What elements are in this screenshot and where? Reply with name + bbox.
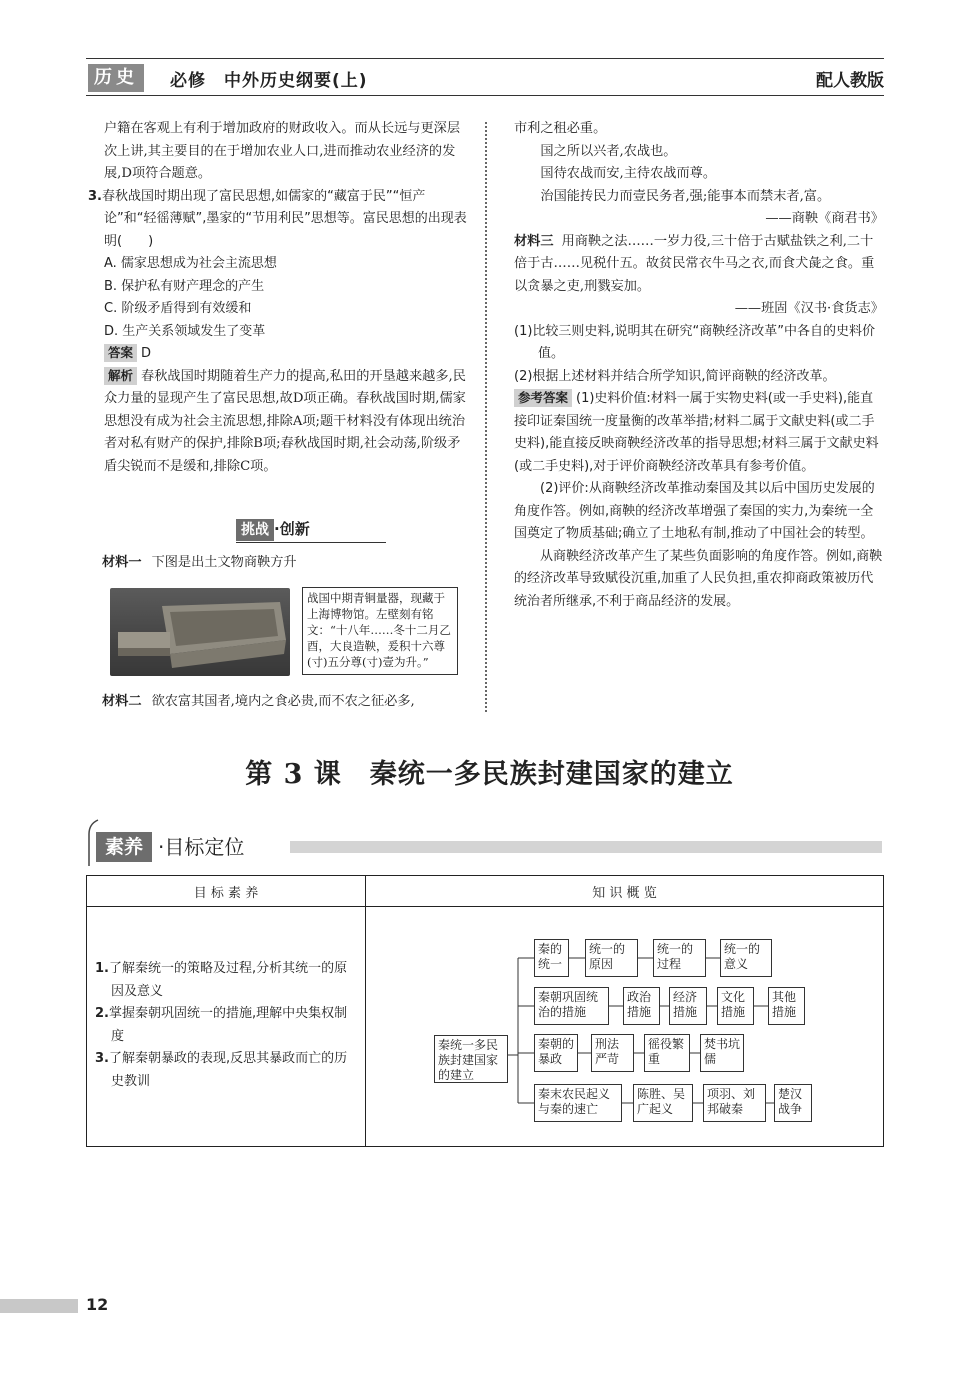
flow-root: 秦统一多民族封建国家的建立 bbox=[434, 1035, 508, 1083]
option-a: A. 儒家思想成为社会主流思想 bbox=[104, 256, 277, 271]
flow-node: 秦末农民起义与秦的速亡 bbox=[534, 1084, 622, 1122]
option-b: B. 保护私有财产理念的产生 bbox=[104, 278, 265, 294]
column-divider bbox=[485, 122, 487, 712]
flow-node: 焚书坑儒 bbox=[700, 1034, 744, 1072]
material-2-label: 材料二 bbox=[102, 694, 142, 709]
reference-answer-3: 从商鞅经济改革产生了某些负面影响的角度作答。例如,商鞅的经济改革导致赋役沉重,加重了人民负担,重农抑商政策被历代统治者所继承,不利于商品经济的发展。 bbox=[514, 548, 883, 609]
option-d: D. 生产关系领域发生了变革 bbox=[104, 323, 266, 339]
flow-node: 统一的过程 bbox=[653, 939, 706, 977]
reference-answer-1 bbox=[514, 388, 884, 478]
sub-question-2: (2)根据上述材料并结合所学知识,简评商鞅的经济改革。 bbox=[514, 368, 836, 384]
knowledge-flowchart bbox=[366, 907, 883, 1146]
material-1 bbox=[102, 552, 472, 575]
right-column bbox=[514, 118, 884, 613]
photo-caption: 战国中期青铜量器，现藏于上海博物馆。左壁刻有铭文：“十八年……冬十二月乙酉，大良造鞅，爰积十六尊(寸)五分尊(寸)壹为升。” bbox=[302, 587, 458, 675]
material-3-text: 用商鞅之法……一岁力役,三十倍于古赋盐铁之利,二十倍于古……见税什五。故贫民常衣牛马之衣,而食犬彘之食。重以贪暴之吏,刑戮妄加。 bbox=[514, 233, 875, 294]
options bbox=[88, 253, 472, 366]
material-3-label: 材料三 bbox=[514, 233, 554, 249]
flow-node: 文化措施 bbox=[717, 987, 754, 1025]
source-attribution: ——班固《汉书·食货志》 bbox=[734, 301, 884, 316]
section-title: ·目标定位 bbox=[158, 835, 245, 859]
table-head-goals: 目 标 素 养 bbox=[193, 886, 259, 901]
goal-text: 掌握秦朝巩固统一的措施,理解中央集权制度 bbox=[108, 1006, 348, 1044]
flow-node: 秦朝巩固统治的措施 bbox=[534, 987, 609, 1025]
goal-number: 1. bbox=[95, 961, 109, 976]
flow-node: 其他措施 bbox=[768, 987, 805, 1025]
questions-answers bbox=[514, 321, 884, 614]
left-column bbox=[88, 118, 472, 478]
flow-node: 徭役繁重 bbox=[644, 1034, 690, 1072]
flow-node: 经济措施 bbox=[669, 987, 707, 1025]
paragraph: 户籍在客观上有利于增加政府的财政收入。而从长远与更深层次上讲,其主要目的在于增加农业人口,进而推动农业经济的发展,D项符合题意。 bbox=[104, 121, 461, 181]
header-bottom-rule bbox=[86, 95, 884, 96]
goal-item bbox=[95, 1003, 357, 1048]
goal-text: 了解秦朝暴政的表现,反思其暴政而亡的历史教训 bbox=[108, 1051, 348, 1089]
analysis-text: 春秋战国时期随着生产力的提高,私田的开垦越来越多,民众力量的显现产生了富民思想,故D项正确。春秋战国时期,儒家思想没有成为社会主流思想,排除A项;题干材料没有体现出统治者对私有财产的保护,排除B项;春秋战国时期,社会动荡,阶级矛盾尖锐而不是缓和,排除C项。 bbox=[104, 368, 466, 474]
question-stem: 春秋战国时期出现了富民思想,如儒家的“藏富于民”“恒产论”和“轻徭薄赋”,墨家的“节用利民”思想等。富民思想的出现表明( ) bbox=[101, 188, 467, 249]
flow-node: 政治措施 bbox=[623, 987, 660, 1025]
source-attribution: ——商鞅《商君书》 bbox=[765, 211, 884, 226]
answer-value: D bbox=[141, 346, 152, 361]
quote-line: 治国能抟民力而壹民务者,强;能事本而禁末者,富。 bbox=[540, 188, 831, 204]
material-2 bbox=[102, 691, 482, 714]
goal-item bbox=[95, 1048, 357, 1093]
flow-node: 陈胜、吴广起义 bbox=[633, 1084, 693, 1122]
flow-node: 楚汉战争 bbox=[774, 1084, 812, 1122]
question-number: 3. bbox=[88, 188, 102, 204]
reference-answer-2: (2)评价:从商鞅经济改革推动秦国及其以后中国历史发展的角度作答。例如,商鞅的经济改革增强了秦国的实力,为秦统一全国奠定了物质基础;确立了土地私有制,推动了中国社会的转型。 bbox=[514, 481, 875, 541]
goals-list bbox=[95, 958, 357, 1093]
challenge-title: ·创新 bbox=[274, 520, 310, 538]
challenge-underline bbox=[236, 542, 386, 543]
question-3 bbox=[88, 186, 472, 254]
book-title: 必修 中外历史纲要(上) bbox=[170, 71, 368, 91]
section-badge: 素养 bbox=[96, 832, 152, 862]
flow-node: 统一的原因 bbox=[585, 939, 638, 977]
material-1-label: 材料一 bbox=[102, 555, 142, 570]
chapter-title: 第 3 课 秦统一多民族封建国家的建立 bbox=[245, 759, 734, 790]
material-3 bbox=[514, 231, 884, 299]
flow-node: 项羽、刘邦破秦 bbox=[703, 1084, 766, 1122]
analysis-line bbox=[88, 366, 472, 479]
material-1-text: 下图是出土文物商鞅方升 bbox=[151, 555, 297, 570]
quote-line: 国待农战而安,主待农战而尊。 bbox=[540, 166, 717, 181]
option-c: C. 阶级矛盾得到有效缓和 bbox=[104, 301, 252, 316]
goal-number: 2. bbox=[95, 1006, 109, 1021]
flow-node: 刑法严苛 bbox=[591, 1034, 634, 1072]
page-number-bar bbox=[0, 1299, 78, 1313]
table-head-overview: 知 识 概 览 bbox=[592, 886, 657, 901]
flow-node: 秦朝的暴政 bbox=[534, 1034, 578, 1072]
goal-item bbox=[95, 958, 357, 1003]
shang-yang-fangsheng-photo bbox=[110, 588, 290, 676]
quote-line: 国之所以兴者,农战也。 bbox=[540, 143, 677, 159]
header-top-rule bbox=[86, 58, 884, 59]
goal-text: 了解秦统一的策略及过程,分析其统一的原因及意义 bbox=[108, 961, 348, 999]
quote-line: 市利之租必重。 bbox=[514, 121, 607, 136]
flow-node: 秦的统一 bbox=[534, 939, 569, 977]
page-number: 12 bbox=[86, 1295, 109, 1314]
section-bar bbox=[290, 841, 882, 853]
analysis-tag: 解析 bbox=[104, 367, 137, 385]
goal-number: 3. bbox=[95, 1051, 109, 1066]
subject-badge: 历史 bbox=[88, 64, 144, 92]
flow-node: 统一的意义 bbox=[720, 939, 772, 977]
challenge-heading bbox=[236, 518, 386, 544]
answer-tag: 答案 bbox=[104, 344, 137, 362]
material-2-text: 欲农富其国者,境内之食必贵,而不农之征必多, bbox=[151, 694, 415, 709]
edition-label: 配人教版 bbox=[816, 71, 884, 91]
goal-overview-table bbox=[86, 875, 884, 1147]
reference-answer-text: (1)史料价值:材料一属于实物史料(或一手史料),能直接印证秦国统一度量衡的改革举措;材料二属于文献史料(或二手史料),能直接反映商鞅经济改革的指导思想;材料三属于文献史料(或二手史料),对于评价商鞅经济改革具有参考价值。 bbox=[514, 391, 879, 474]
answer-line bbox=[88, 343, 472, 366]
reference-answer-tag: 参考答案 bbox=[514, 389, 572, 407]
sub-question-1: (1)比较三则史料,说明其在研究“商鞅经济改革”中各自的史料价值。 bbox=[514, 323, 876, 361]
challenge-badge: 挑战 bbox=[236, 519, 274, 541]
bronze-vessel-illustration bbox=[110, 588, 290, 676]
